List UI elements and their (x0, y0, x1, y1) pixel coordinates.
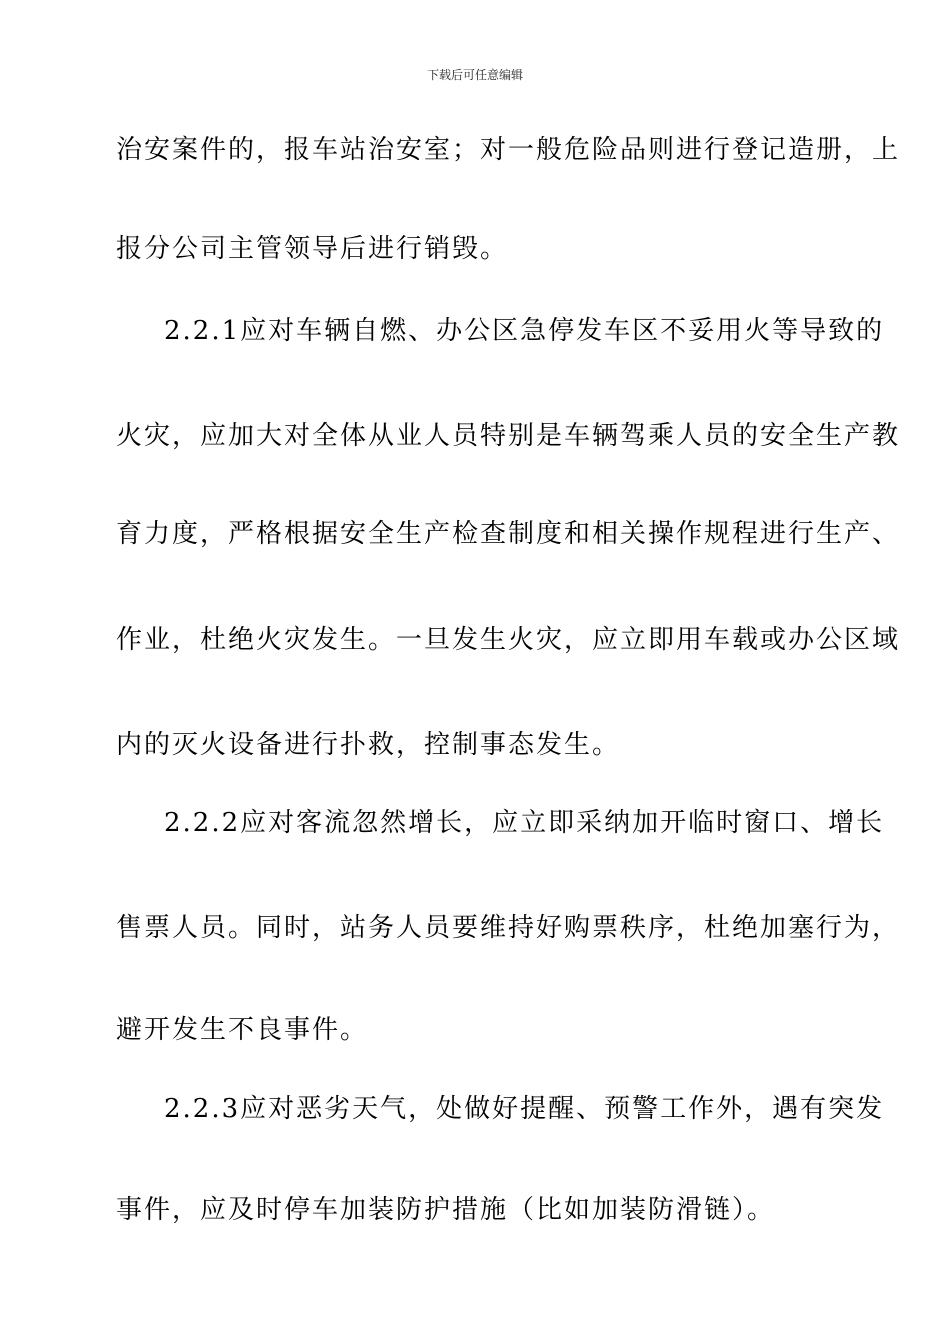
body-line: 治安案件的，报车站治安室；对一般危险品则进行登记造册，上 (116, 135, 901, 165)
body-line: 避开发生不良事件。 (116, 1015, 369, 1045)
body-line: 2.2.1应对车辆自燃、办公区急停发车区不妥用火等导致的 (164, 316, 885, 346)
body-line: 火灾，应加大对全体从业人员特别是车辆驾乘人员的安全生产教 (116, 421, 901, 451)
body-line: 售票人员。同时，站务人员要维持好购票秩序，杜绝加塞行为， (116, 913, 901, 943)
body-line: 事件，应及时停车加装防护措施（比如加装防滑链）。 (116, 1195, 776, 1225)
body-line: 作业，杜绝火灾发生。一旦发生火灾，应立即用车载或办公区域 (116, 625, 901, 655)
header-note: 下载后可任意编辑 (426, 68, 523, 82)
body-line: 2.2.3应对恶劣天气，处做好提醒、预警工作外，遇有突发 (164, 1094, 885, 1124)
body-line: 2.2.2应对客流忽然增长，应立即采纳加开临时窗口、增长 (164, 808, 885, 838)
body-line: 内的灭火设备进行扑救，控制事态发生。 (116, 730, 621, 760)
body-line: 育力度，严格根据安全生产检查制度和相关操作规程进行生产、 (116, 519, 901, 549)
body-line: 报分公司主管领导后进行销毁。 (116, 234, 509, 264)
